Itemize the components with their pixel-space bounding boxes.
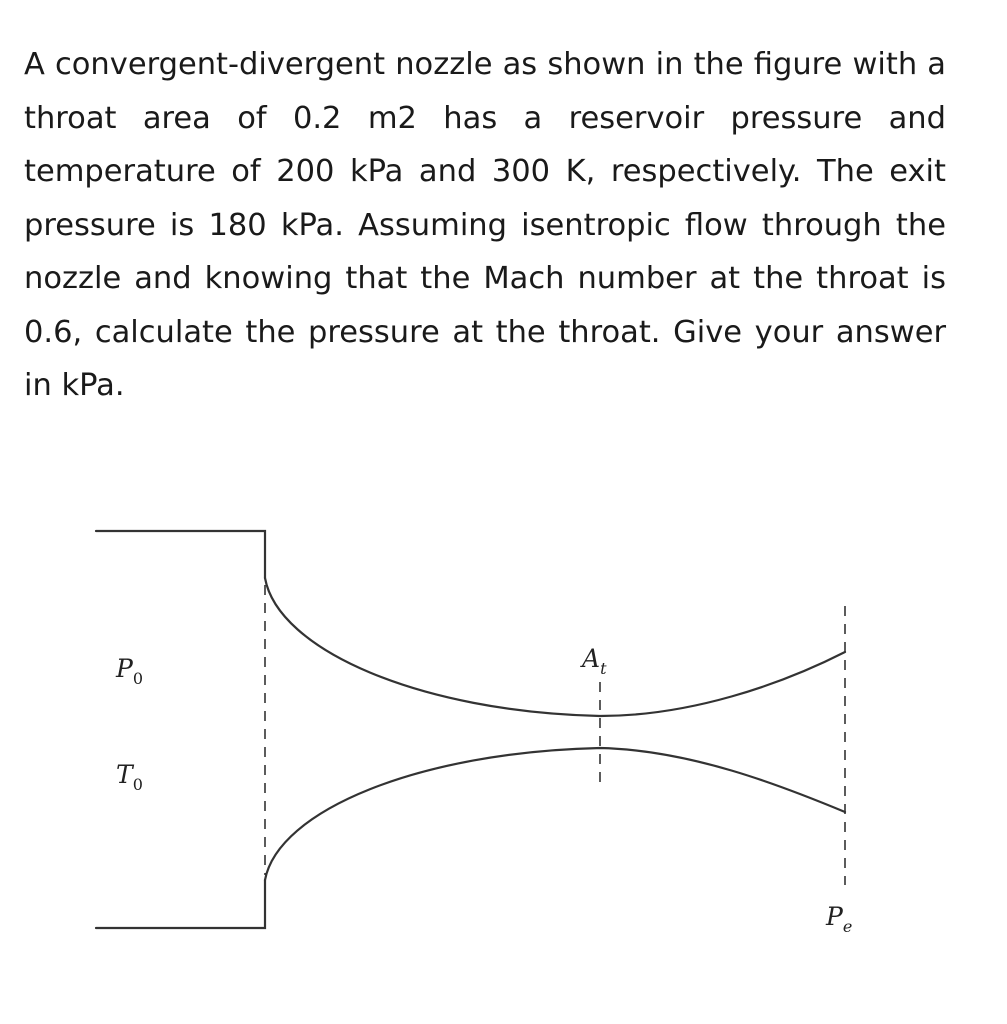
- reservoir-bottom-wall: [96, 880, 265, 928]
- nozzle-lower-contour: [265, 748, 845, 880]
- reservoir-top-wall: [96, 531, 265, 578]
- throat-area-label: $A_t$: [582, 644, 607, 678]
- exit-pressure-label: $P_e$: [826, 902, 853, 936]
- reservoir-temperature-label: $T_0$: [116, 760, 143, 794]
- question-text: A convergent-divergent nozzle as shown in the figure with a throat area of 0.2 m2 has a reservoir pressure and temperature of 200 kPa and 300 K, respectively. The exit pressure is 180 kPa. Assuming isentropic flow through the nozzle and knowing that the Mach number at the throat is 0.6, calculate the pressure at the throat. Give your answer in kPa.: [24, 47, 946, 403]
- nozzle-upper-contour: [265, 578, 845, 716]
- reservoir-pressure-label: $P_0$: [116, 654, 144, 688]
